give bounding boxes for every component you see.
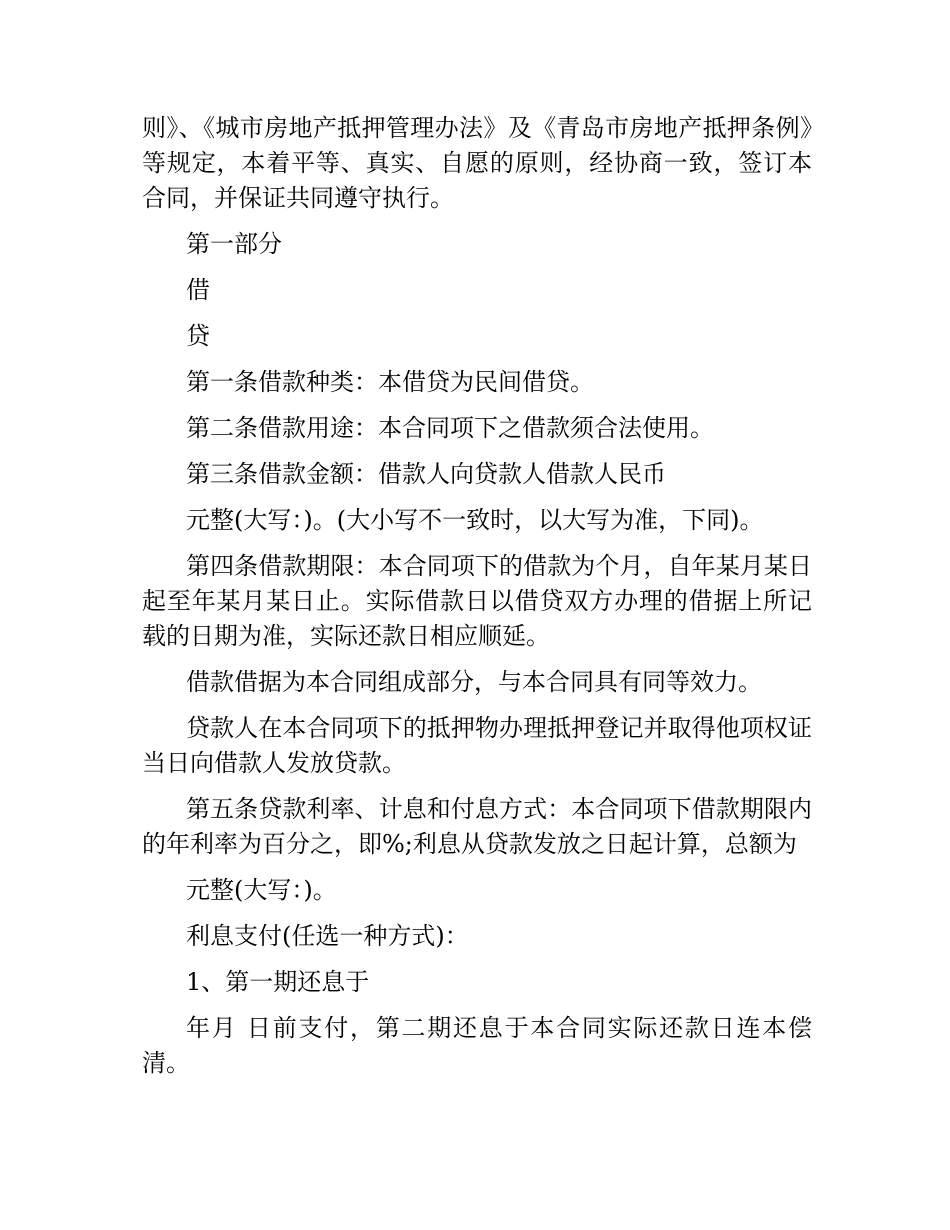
paragraph-intro: 则》、《城市房地产抵押管理办法》及《青岛市房地产抵押条例》等规定，本着平等、真实、自愿的原则，经协商一致，签订本合同，并保证共同遵守执行。 (142, 114, 812, 212)
part-heading: 第一部分 (186, 230, 282, 258)
article-4: 第四条借款期限：本合同项下的借款为个月，自年某月某日起至年某月某日止。实际借款日以借贷双方办理的借据上所记载的日期为准，实际还款日相应顺延。 (142, 552, 812, 650)
heading-char-1: 借 (186, 276, 210, 304)
article-5: 第五条贷款利率、计息和付息方式：本合同项下借款期限内的年利率为百分之，即%;利息从贷款发放之日起计算，总额为 (142, 795, 812, 858)
heading-char-2: 贷 (186, 322, 210, 350)
article-3: 第三条借款金额：借款人向贷款人借款人民币 (186, 460, 666, 488)
paragraph-disbursement: 贷款人在本合同项下的抵押物办理抵押登记并取得他项权证当日向借款人发放贷款。 (142, 714, 812, 777)
interest-payment-heading: 利息支付(任选一种方式)： (186, 922, 469, 950)
paragraph-receipt: 借款借据为本合同组成部分，与本合同具有同等效力。 (186, 668, 762, 696)
article-1: 第一条借款种类：本借贷为民间借贷。 (186, 368, 594, 396)
article-3-amount: 元整(大写：)。(大小写不一致时，以大写为准，下同)。 (186, 506, 764, 534)
article-5-amount: 元整(大写：)。 (186, 876, 337, 904)
interest-option-1: 1、第一期还息于 (186, 968, 370, 996)
article-2: 第二条借款用途：本合同项下之借款须合法使用。 (186, 414, 714, 442)
interest-option-1-detail: 年月 日前支付，第二期还息于本合同实际还款日连本偿清。 (142, 1014, 812, 1077)
document-page (142, 111, 812, 1092)
